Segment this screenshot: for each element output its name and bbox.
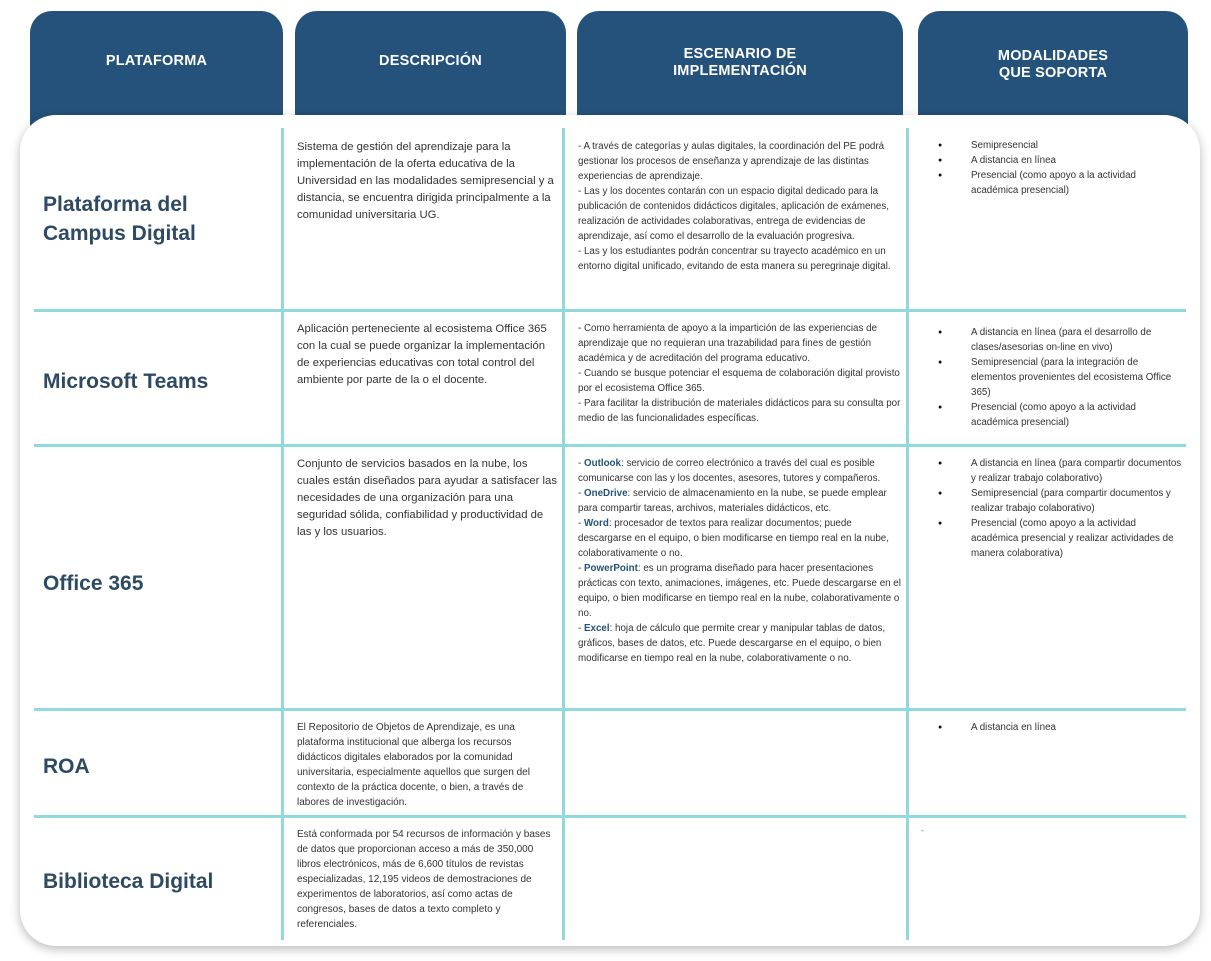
scenario-line: - A través de categorías y aulas digitales, la coordinación del PE podrá gestionar los procesos de enseñanza y aprendizaje de las distintas experiencias de aprendizaje. — [578, 141, 885, 182]
scenario-line: - Las y los estudiantes podrán concentrar su trayecto académico en un entorno digital unificado, evitando de esta manera su peregrinaje digital. — [578, 246, 891, 272]
modalities-list — [935, 456, 1185, 561]
modality-item: ● Semipresencial — [935, 138, 1185, 153]
modalities-list — [935, 720, 1185, 735]
row-divider — [34, 708, 1186, 711]
scenario-line: - Outlook: servicio de correo electrónico a través del cual es posible comunicarse con las y los docentes, asesores, tutores y compañeros. — [578, 458, 881, 484]
service-keyword: OneDrive — [583, 488, 628, 499]
implementation-scenario — [578, 321, 904, 426]
modality-item: ● Presencial (como apoyo a la actividad académica presencial y realizar actividades de manera colaborativa) — [935, 516, 1185, 561]
header-label: DESCRIPCIÓN — [379, 53, 482, 69]
scenario-line: - Como herramienta de apoyo a la impartición de las experiencias de aprendizaje que no requieran una trazabilidad para fines de gestión académica y de acreditación del programa educativo. — [578, 323, 877, 364]
scenario-line: - Word: procesador de textos para realizar documentos; puede descargarse en el equipo, o bien modificarse en tiempo real en la nube, colaborativamente o no. — [578, 518, 889, 559]
modalities-list — [935, 138, 1185, 198]
scenario-line: - Cuando se busque potenciar el esquema de colaboración digital provisto por el ecosistema Office 365. — [578, 368, 900, 394]
modality-item: ● Presencial (como apoyo a la actividad académica presencial) — [935, 168, 1185, 198]
column-divider — [562, 128, 565, 940]
modality-item: ● A distancia en línea (para el desarrollo de clases/asesorias on-line en vivo) — [935, 325, 1185, 355]
modality-item: ● A distancia en línea (para compartir documentos y realizar trabajo colaborativo) — [935, 456, 1185, 486]
scenario-line: - Para facilitar la distribución de materiales didácticos para su consulta por medio de las funcionalidades específicas. — [578, 398, 901, 424]
modality-item: ● Presencial (como apoyo a la actividad académica presencial) — [935, 400, 1185, 430]
scenario-line: - Las y los docentes contarán con un espacio digital dedicado para la publicación de contenidos didácticos digitales, aplicación de exámenes, realización de actividades colaborativas, entrega de evidencias de aprendizaje, así como el desarrollo de la evaluación progresiva. — [578, 186, 889, 242]
column-divider — [906, 128, 909, 940]
row-divider — [34, 309, 1186, 312]
modality-item: ● A distancia en línea — [935, 153, 1185, 168]
modalities-list — [935, 325, 1185, 430]
header-label: MODALIDADES QUE SOPORTA — [997, 48, 1109, 81]
service-keyword: Word — [583, 518, 609, 529]
platform-name: ROA — [43, 755, 90, 778]
column-divider — [281, 128, 284, 940]
service-keyword: Outlook — [583, 458, 621, 469]
row-divider — [34, 815, 1186, 818]
service-keyword: Excel — [583, 623, 610, 634]
modality-item: ● Semipresencial (para compartir documentos y realizar trabajo colaborativo) — [935, 486, 1185, 516]
platform-name: Microsoft Teams — [43, 370, 209, 393]
scenario-line: - Excel: hoja de cálculo que permite crear y manipular tablas de datos, gráficos, bases de datos, etc. Puede descargarse en el equipo, o bien modificarse en tiempo real en la nube, colaborativamente o no. — [578, 623, 886, 664]
platform-description: Conjunto de servicios basados en la nube, los cuales están diseñados para ayudar a satisfacer las necesidades de una organización para una seguridad sólida, confiabilidad y productividad de las y los usuarios. — [297, 458, 557, 538]
service-keyword: PowerPoint — [583, 563, 638, 574]
header-label: ESCENARIO DE IMPLEMENTACIÓN — [673, 46, 807, 79]
implementation-scenario — [578, 139, 904, 274]
platform-description: Está conformada por 54 recursos de información y bases de datos que proporcionan acceso a más de 350,000 libros electrónicos, más de 6,600 títulos de revistas especializadas, 12,195 videos de demostraciones de experimentos de laboratorios, así como actas de congresos, bases de datos a texto completo y referenciales. — [297, 829, 551, 930]
platform-description: Aplicación perteneciente al ecosistema Office 365 con la cual se puede organizar la implementación de experiencias educativas con total control del ambiente por parte de la o el docente. — [297, 323, 547, 386]
scenario-line: - OneDrive: servicio de almacenamiento en la nube, se puede emplear para compartir tareas, archivos, materiales didácticos, etc. — [578, 488, 887, 514]
scenario-line: - PowerPoint: es un programa diseñado para hacer presentaciones prácticas con texto, animaciones, imágenes, etc. Puede descargarse en el equipo, o bien modificarse en tiempo real en la nube, colaborativamente o no. — [578, 563, 901, 619]
modalities-placeholder: - — [921, 826, 924, 835]
platform-description: Sistema de gestión del aprendizaje para la implementación de la oferta educativa de la Universidad en las modalidades semipresencial y a distancia, se encuentra dirigida principalmente a la comunidad universitaria UG. — [297, 141, 554, 221]
platform-name: Biblioteca Digital — [43, 870, 214, 893]
row-divider — [34, 444, 1186, 447]
header-label: PLATAFORMA — [105, 53, 208, 69]
modality-item: ● A distancia en línea — [935, 720, 1185, 735]
modality-item: ● Semipresencial (para la integración de elementos provenientes del ecosistema Office 365) — [935, 355, 1185, 400]
platform-description: El Repositorio de Objetos de Aprendizaje, es una plataforma institucional que alberga los recursos didácticos digitales elaborados por la comunidad universitaria, especialmente aquellos que surgen del contexto de la práctica docente, o bien, a través de labores de investigación. — [297, 722, 530, 808]
platform-name: Plataforma del Campus Digital — [43, 193, 196, 245]
implementation-scenario — [578, 456, 904, 666]
platform-name: Office 365 — [43, 572, 144, 595]
